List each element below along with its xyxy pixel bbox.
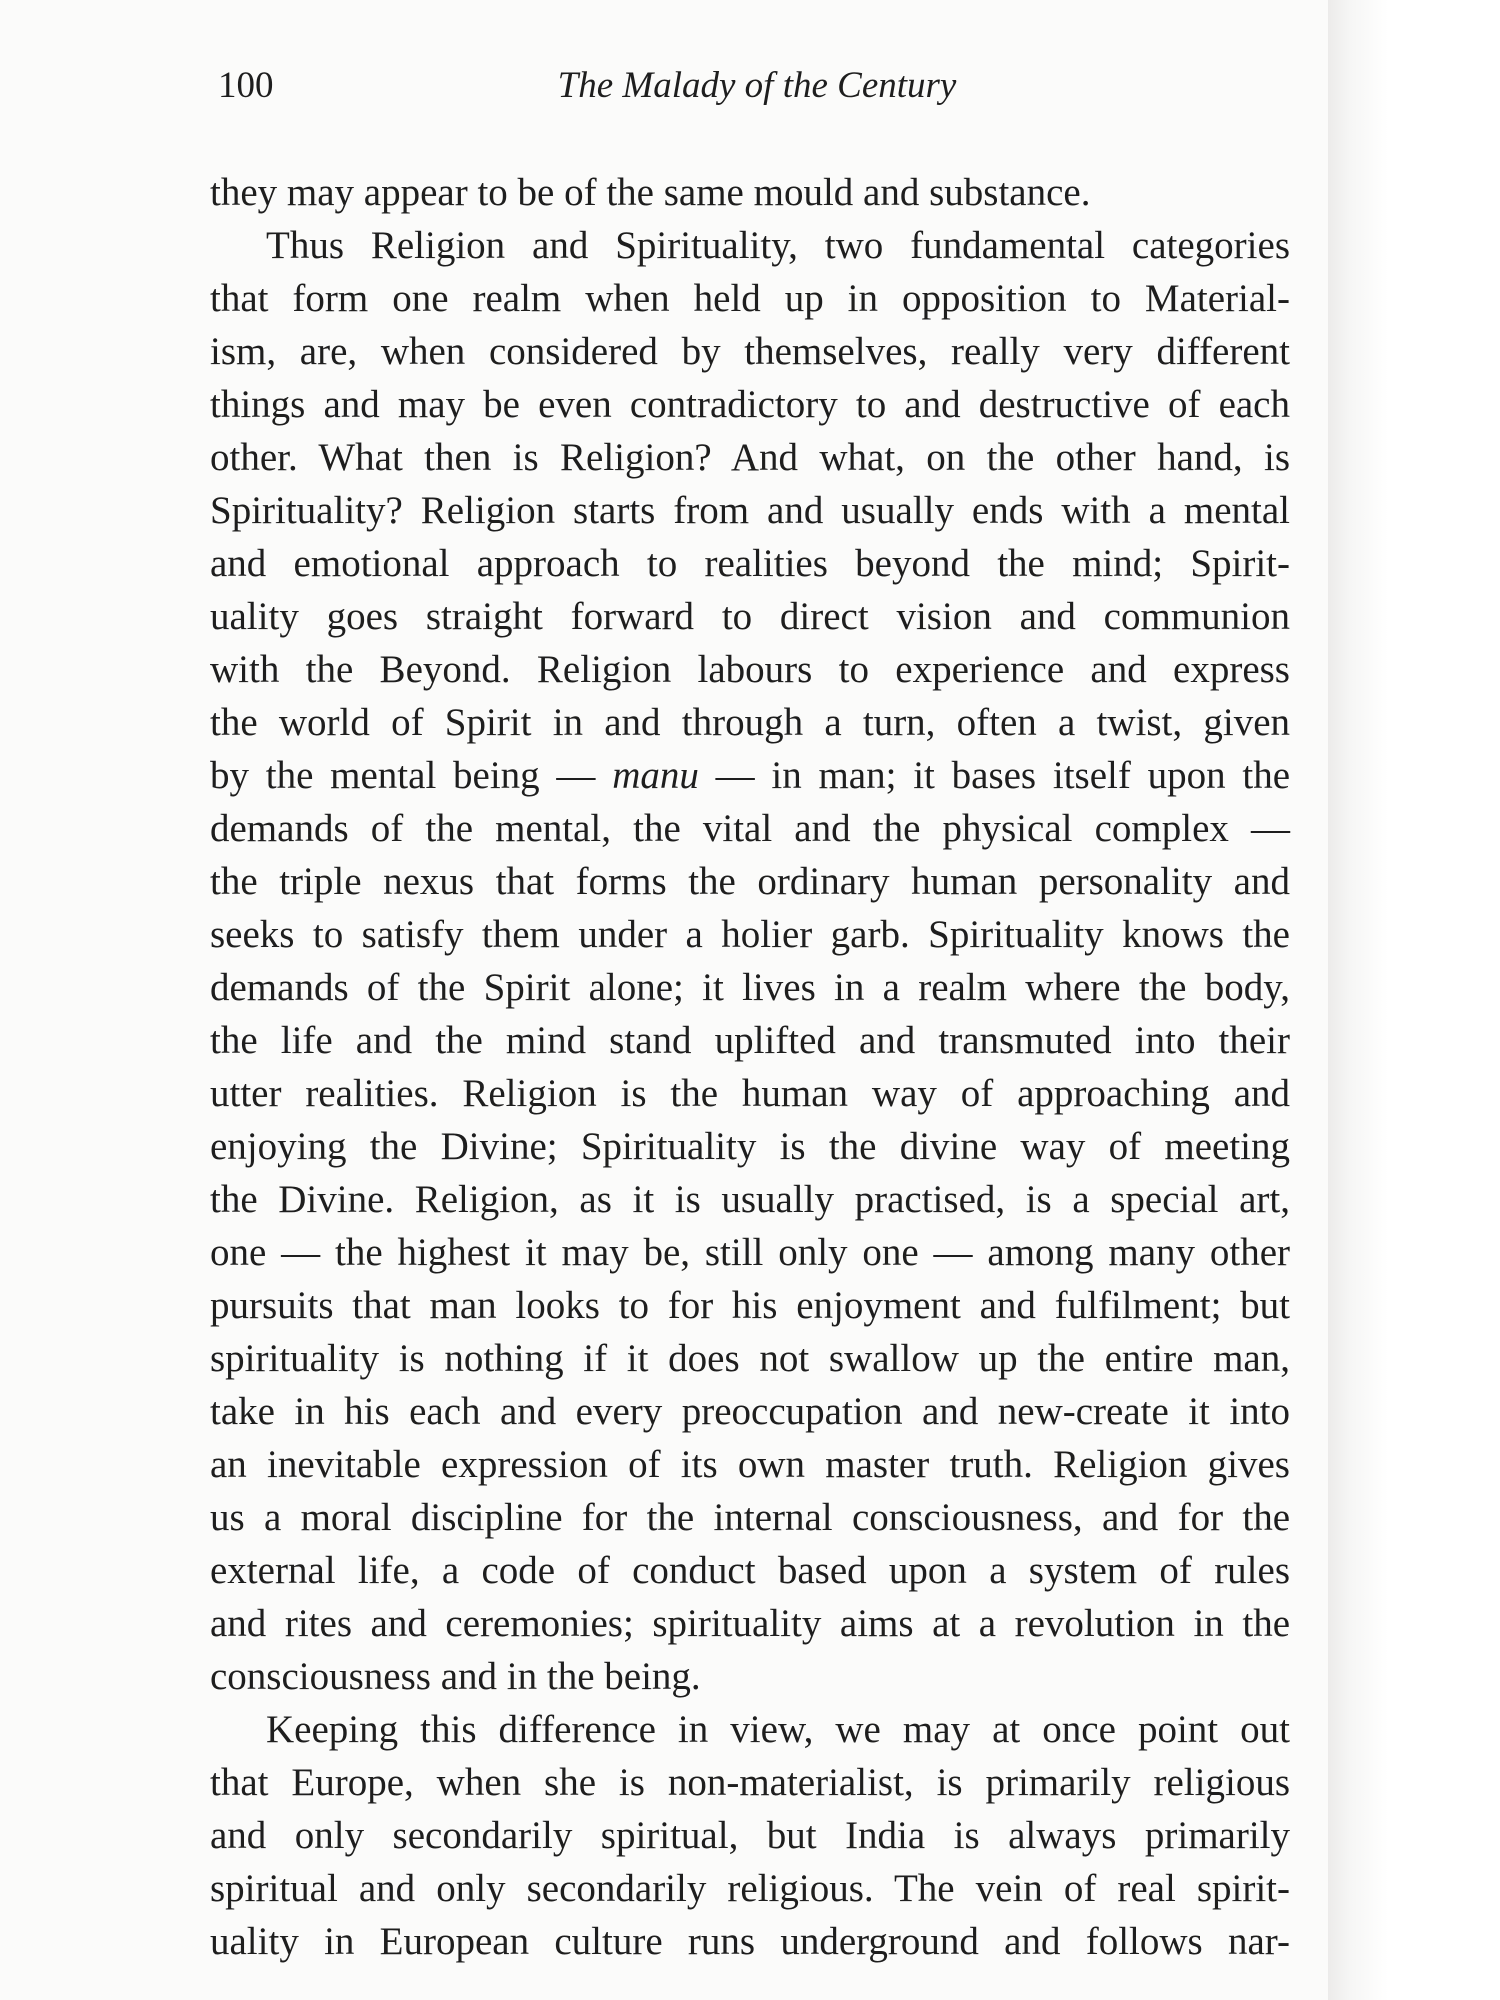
text-line: demands of the Spirit alone; it lives in a realm where the body, [210,966,1290,1009]
text-line: uality goes straight forward to direct vision and communion [210,595,1290,638]
text-line: spiritual and only secondarily religious. The vein of real spirit- [210,1867,1290,1910]
text-line: utter realities. Religion is the human way of approaching and [210,1072,1290,1115]
running-title: The Malady of the Century [557,65,957,106]
text-line: they may appear to be of the same mould and substance. [210,171,1091,214]
text-line: uality in European culture runs underground and follows nar- [210,1920,1290,1963]
text-line: one — the highest it may be, still only one — among many other [210,1231,1290,1274]
text-line: take in his each and every preoccupation and new-create it into [210,1390,1290,1433]
text-line: ism, are, when considered by themselves, really very different [210,330,1290,373]
text-line: and rites and ceremonies; spirituality aims at a revolution in the [210,1602,1290,1645]
text-line: the world of Spirit in and through a turn, often a twist, given [210,701,1290,744]
emphasis-manu: manu [612,754,699,797]
text-line: spirituality is nothing if it does not swallow up the entire man, [210,1337,1290,1380]
text-line: other. What then is Religion? And what, on the other hand, is [210,436,1290,479]
text-line: and only secondarily spiritual, but India is always primarily [210,1814,1290,1857]
text-segment: by the mental being — [210,754,613,797]
text-line: external life, a code of conduct based upon a system of rules [210,1549,1290,1592]
text-line: that Europe, when she is non-materialist, is primarily religious [210,1761,1290,1804]
text-line: enjoying the Divine; Spirituality is the divine way of meeting [210,1125,1290,1168]
text-line: the triple nexus that forms the ordinary human personality and [210,860,1290,903]
text-line: Thus Religion and Spirituality, two fundamental categories [266,224,1290,267]
text-line: seeks to satisfy them under a holier garb. Spirituality knows the [210,913,1290,956]
text-line: with the Beyond. Religion labours to experience and express [210,648,1290,691]
text-line: an inevitable expression of its own master truth. Religion gives [210,1443,1290,1486]
page-header [218,60,1296,112]
text-line-with-emphasis [210,749,1290,802]
text-line: demands of the mental, the vital and the physical complex — [210,807,1290,850]
text-line: pursuits that man looks to for his enjoyment and fulfilment; but [210,1284,1290,1327]
text-line: that form one realm when held up in opposition to Material- [210,277,1290,320]
text-line: the life and the mind stand uplifted and transmuted into their [210,1019,1290,1062]
page-edge-shadow [1328,0,1500,2000]
text-line: Spirituality? Religion starts from and usually ends with a mental [210,489,1290,532]
body-text [210,166,1290,1968]
text-segment: — in man; it bases itself upon the [698,754,1291,797]
text-line: the Divine. Religion, as it is usually practised, is a special art, [210,1178,1290,1221]
text-line: things and may be even contradictory to and destructive of each [210,383,1290,426]
text-line: and emotional approach to realities beyond the mind; Spirit- [210,542,1290,585]
text-line: Keeping this difference in view, we may at once point out [266,1708,1290,1751]
page-number: 100 [218,65,274,106]
text-line: us a moral discipline for the internal consciousness, and for the [210,1496,1290,1539]
text-line: consciousness and in the being. [210,1655,701,1698]
